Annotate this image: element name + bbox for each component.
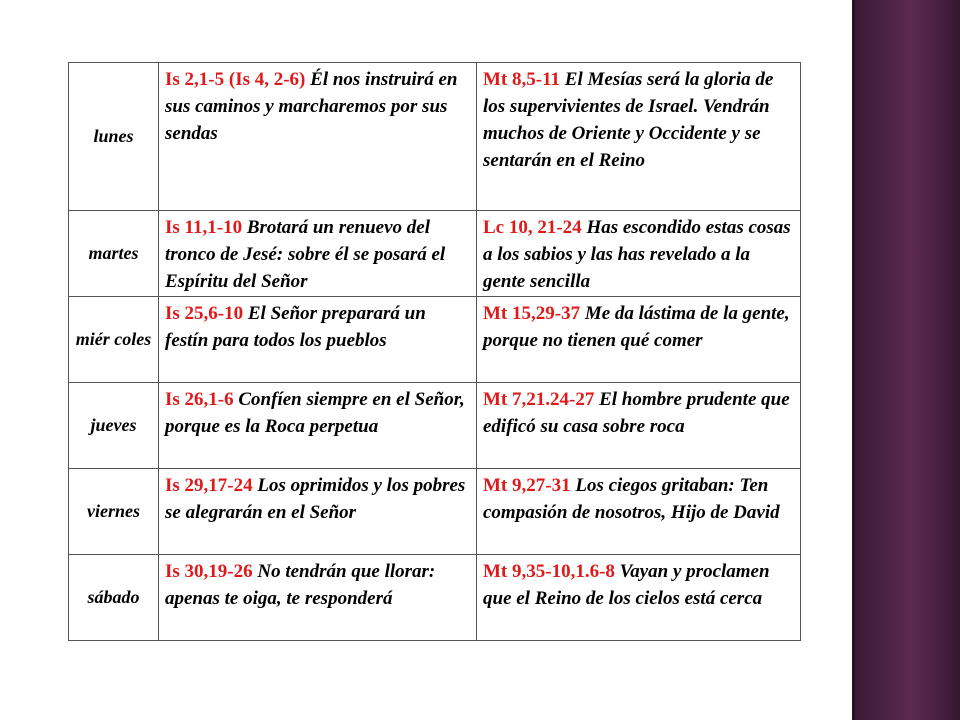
gospel-reference: Mt 8,5-11 <box>483 69 561 90</box>
gospel-reading-cell <box>477 555 801 641</box>
gospel-text: El Mesías será la gloria de los supervivientes de Israel. Vendrán muchos de Oriente y Occidente y se sentarán en el Reino <box>483 69 774 171</box>
reading-reference: Is 29,17-24 <box>165 475 253 496</box>
day-cell: jueves <box>69 383 159 469</box>
reading-text: Brotará un renuevo del tronco de Jesé: sobre él se posará el Espíritu del Señor <box>165 217 446 292</box>
first-reading-cell <box>159 63 477 211</box>
first-reading-cell <box>159 211 477 297</box>
first-reading-cell <box>159 297 477 383</box>
gospel-reference: Lc 10, 21-24 <box>483 217 582 238</box>
table-row <box>69 297 801 383</box>
gospel-reading-cell <box>477 63 801 211</box>
reading-text: El Señor preparará un festín para todos los pueblos <box>165 303 426 351</box>
gospel-text: Vayan y proclamen que el Reino de los cielos está cerca <box>483 561 770 609</box>
reading-reference: Is 26,1-6 <box>165 389 234 410</box>
first-reading-cell <box>159 383 477 469</box>
reading-reference: Is 11,1-10 <box>165 217 243 238</box>
reading-reference: Is 30,19-26 <box>165 561 253 582</box>
gospel-reference: Mt 7,21.24-27 <box>483 389 595 410</box>
reading-text: No tendrán que llorar: apenas te oiga, te responderá <box>165 561 436 609</box>
gospel-reading-cell <box>477 297 801 383</box>
table-row <box>69 555 801 641</box>
day-cell: martes <box>69 211 159 297</box>
table-row <box>69 63 801 211</box>
day-cell: sábado <box>69 555 159 641</box>
gospel-reference: Mt 9,27-31 <box>483 475 571 496</box>
day-cell: lunes <box>69 63 159 211</box>
reading-reference: Is 2,1-5 (Is 4, 2-6) <box>165 69 306 90</box>
reading-reference: Is 25,6-10 <box>165 303 244 324</box>
gospel-reading-cell <box>477 469 801 555</box>
table-row <box>69 211 801 297</box>
first-reading-cell <box>159 469 477 555</box>
readings-table <box>68 62 801 641</box>
table-row <box>69 383 801 469</box>
gospel-reference: Mt 9,35-10,1.6-8 <box>483 561 615 582</box>
day-cell: viernes <box>69 469 159 555</box>
gospel-reading-cell <box>477 211 801 297</box>
reading-text: Él nos instruirá en sus caminos y marcharemos por sus sendas <box>165 69 458 144</box>
gospel-text: Has escondido estas cosas a los sabios y las has revelado a la gente sencilla <box>483 217 791 292</box>
gospel-text: Los ciegos gritaban: Ten compasión de nosotros, Hijo de David <box>483 475 780 523</box>
first-reading-cell <box>159 555 477 641</box>
gospel-reference: Mt 15,29-37 <box>483 303 581 324</box>
gospel-text: El hombre prudente que edificó su casa sobre roca <box>483 389 790 437</box>
decorative-side-panel <box>852 0 960 720</box>
day-cell: miér coles <box>69 297 159 383</box>
reading-text: Confíen siempre en el Señor, porque es la Roca perpetua <box>165 389 465 437</box>
reading-text: Los oprimidos y los pobres se alegrarán en el Señor <box>165 475 466 523</box>
table-row <box>69 469 801 555</box>
gospel-reading-cell <box>477 383 801 469</box>
gospel-text: Me da lástima de la gente, porque no tienen qué comer <box>483 303 790 351</box>
